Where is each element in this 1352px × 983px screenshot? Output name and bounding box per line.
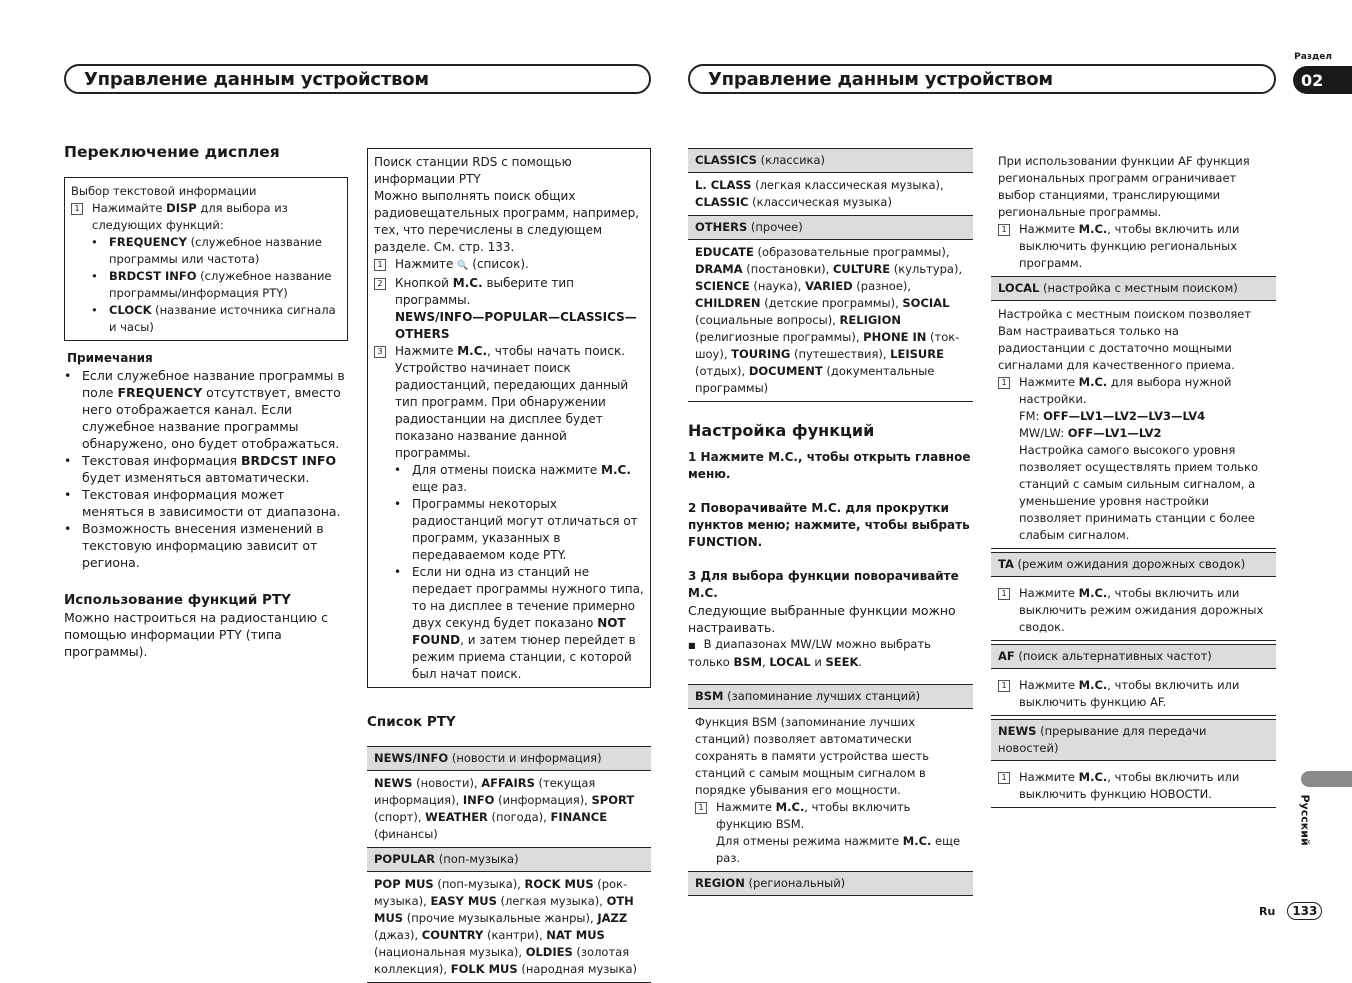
list-item: • CLOCK (название источника сигнала и часы) <box>91 303 336 334</box>
table-body <box>991 761 1276 808</box>
step-1: 1 Нажмите 🔍 (список). <box>374 256 644 275</box>
pty-description: (легкая музыка), <box>496 894 607 908</box>
header-title-right: Управление данным устройством <box>708 68 1053 90</box>
table-header: NEWS (прерывание для передачи новостей) <box>991 720 1276 761</box>
section-label: Раздел <box>1294 52 1332 62</box>
pty-code: WEATHER <box>425 810 488 824</box>
language-label: Русский <box>1298 794 1312 846</box>
pty-table-others <box>688 215 973 402</box>
pty-code: JAZZ <box>597 911 628 925</box>
pty-description: (текущая информация), <box>374 776 596 807</box>
pty-description: (документальные программы) <box>695 364 935 395</box>
note-item: • Текстовая информация BRDCST INFO будет изменяться автоматически. <box>64 453 337 485</box>
local-description: Настройка с местным поиском позволяет Вам настраиваться только на радиостанции с достаточно мощными сигналами для качественного приема. <box>998 307 1252 372</box>
box-title: Поиск станции RDS с помощью информации PTY <box>374 155 572 186</box>
pty-code: COUNTRY <box>421 928 484 942</box>
pty-description: (религиозные программы), <box>695 330 864 344</box>
pty-description: (легкая классическая музыка), <box>751 178 944 192</box>
pty-code: FOLK MUS <box>450 962 518 976</box>
step-number-icon: 1 <box>998 588 1010 600</box>
footer-lang-code: Ru <box>1259 904 1276 918</box>
list-item: • FREQUENCY (служебное название программы или частота) <box>91 235 322 266</box>
pty-description: (постановки), <box>742 262 833 276</box>
page-number: 133 <box>1287 902 1322 920</box>
pty-description: (разное), <box>852 279 912 293</box>
pty-table-news <box>367 746 651 847</box>
pty-description: (новости), <box>412 776 482 790</box>
function-table-bsm <box>688 684 973 871</box>
pty-description: (культура), <box>890 262 963 276</box>
pty-code: SCIENCE <box>695 279 750 293</box>
bullet-icon: • <box>394 497 402 511</box>
function-step-3-text: Следующие выбранные функции можно настраивать. <box>688 603 956 635</box>
notes-title: Примечания <box>67 351 153 365</box>
section-tab <box>1293 66 1352 94</box>
pty-code: AFFAIRS <box>481 776 535 790</box>
column-3 <box>688 148 973 896</box>
pty-description: (наука), <box>749 279 806 293</box>
table-header: AF (поиск альтернативных частот) <box>991 645 1276 669</box>
function-step-3: 3 Для выбора функции поворачивайте M.C. <box>688 569 959 600</box>
pty-code: EASY MUS <box>430 894 497 908</box>
pty-code: LEISURE <box>890 347 944 361</box>
note-item: • Возможность внесения изменений в текстовую информацию зависит от региона. <box>64 521 324 570</box>
pty-search-box <box>367 148 651 688</box>
section-title-pty: Использование функций PTY <box>64 592 291 608</box>
box-title: Выбор текстовой информации <box>71 184 257 198</box>
function-note: ■ В диапазонах MW/LW можно выбрать только BSM, LOCAL и SEEK. <box>688 637 931 669</box>
pty-table-classics <box>688 148 973 215</box>
pty-description: (ток-шоу), <box>695 330 960 361</box>
pty-description: (детские программы), <box>760 296 903 310</box>
pty-code: DRAMA <box>695 262 743 276</box>
table-body <box>367 872 651 983</box>
table-header: LOCAL (настройка с местным поиском) <box>991 277 1276 301</box>
function-table-news <box>991 719 1276 808</box>
pty-description: (национальная музыка), <box>374 945 526 959</box>
bullet-icon: • <box>64 368 72 383</box>
notes-list <box>64 367 348 571</box>
function-table-ta <box>991 552 1276 641</box>
section-title-functions: Настройка функций <box>688 421 875 440</box>
bullet-icon: • <box>64 521 72 536</box>
table-header: TA (режим ожидания дорожных сводок) <box>991 553 1276 577</box>
list-item: • Для отмены поиска нажмите M.C. еще раз. <box>394 463 631 494</box>
bullet-icon: • <box>64 487 72 502</box>
pty-description: (рок-музыка), <box>374 877 628 908</box>
pty-code: ROCK MUS <box>524 877 594 891</box>
step-number-icon: 1 <box>998 224 1010 236</box>
list-item: • BRDCST INFO (служебное название программы/информация PTY) <box>91 269 332 300</box>
pty-description: (путешествия), <box>790 347 891 361</box>
pty-code: EDUCATE <box>695 245 754 259</box>
pty-description: (информация), <box>494 793 592 807</box>
function-table-af <box>991 644 1276 716</box>
note-item: • Если служебное название программы в поле FREQUENCY отсутствует, вместо него отображается канал. Если служебное название программы обнаружено, оно будет отображаться. <box>64 368 345 451</box>
table-header: OTHERS (прочее) <box>688 216 973 240</box>
pty-code: RELIGION <box>839 313 901 327</box>
pty-description: (поп-музыка), <box>433 877 525 891</box>
pty-description: (кантри), <box>483 928 547 942</box>
box-intro: Можно выполнять поиск общих радиовещательных программ, например, тех, что перечислены в следующем разделе. См. стр. 133. <box>374 189 640 254</box>
bullet-icon: • <box>91 303 98 317</box>
function-table-region <box>688 871 973 896</box>
step-number-icon: 2 <box>374 278 386 290</box>
step-1: 1 Нажмите M.C., чтобы включить или выключить функцию региональных программ. <box>998 221 1269 272</box>
bullet-icon: • <box>91 269 98 283</box>
step-number-icon: 1 <box>998 377 1010 389</box>
column-4 <box>991 148 1276 808</box>
page-header-right <box>688 64 1276 94</box>
pty-code: SPORT <box>591 793 635 807</box>
pty-code: CLASSIC <box>695 195 749 209</box>
function-step-1: 1 Нажмите M.C., чтобы открыть главное меню. <box>688 450 971 481</box>
region-body <box>991 148 1276 276</box>
table-header: NEWS/INFO (новости и информация) <box>367 747 651 771</box>
pty-description: (погода), <box>487 810 551 824</box>
pty-table-popular <box>367 847 651 983</box>
list-item: • Программы некоторых радиостанций могут отличаться от программ, указанных в передаваемом коде PTY. <box>394 497 638 562</box>
pty-code: POP MUS <box>374 877 434 891</box>
pty-code: FINANCE <box>550 810 608 824</box>
pty-description: (джаз), <box>374 928 422 942</box>
table-header: BSM (запоминание лучших станций) <box>688 685 973 709</box>
note-item: • Текстовая информация может меняться в зависимости от диапазона. <box>64 487 341 519</box>
pty-code: SOCIAL <box>902 296 950 310</box>
pty-code: DOCUMENT <box>748 364 823 378</box>
step-1: 1 Нажмите M.C., чтобы включить или выключить режим ожидания дорожных сводок. <box>998 585 1269 636</box>
table-body <box>991 669 1276 716</box>
header-title-left: Управление данным устройством <box>84 68 429 90</box>
step-1: 1 Нажмите M.C., чтобы включить функцию BSM. Для отмены режима нажмите M.C. еще раз. <box>695 799 966 867</box>
pty-code: CHILDREN <box>695 296 761 310</box>
region-description: При использовании функции AF функция региональных программ ограничивает выбор станциями, транслирующими региональные программы. <box>998 154 1250 219</box>
column-2 <box>367 148 651 983</box>
pty-code: NEWS <box>374 776 413 790</box>
step-1: 1 Нажмите M.C. для выбора нужной настройки. FM: OFF—LV1—LV2—LV3—LV4 MW/LW: OFF—LV1—LV2 Настройка самого высокого уровня позволяет осуществлять прием только станций с самым сильным сигналом, а уменьшение уровня настройки позволяет принимать станции с более слабым сигналом. <box>998 374 1269 544</box>
pty-description: (финансы) <box>374 827 438 841</box>
table-body <box>688 173 973 215</box>
table-body <box>367 771 651 847</box>
step-text: Нажимайте DISP для выбора из следующих функций: <box>92 201 288 232</box>
table-body <box>991 301 1276 549</box>
list-item: • Если ни одна из станций не передает программы нужного типа, то на дисплее в течение примерно двух секунд будет показано NOT FOUND, и затем тюнер перейдет в режим приема станции, с которой был начат поиск. <box>394 565 644 681</box>
pty-code: VARIED <box>805 279 853 293</box>
step-number-icon: 1 <box>998 680 1010 692</box>
function-table-local <box>991 276 1276 549</box>
table-header: POPULAR (поп-музыка) <box>367 848 651 872</box>
section-number: 02 <box>1301 70 1324 90</box>
pty-code: INFO <box>462 793 495 807</box>
pty-code: CULTURE <box>832 262 891 276</box>
function-step-2: 2 Поворачивайте M.C. для прокрутки пунктов меню; нажмите, чтобы выбрать FUNCTION. <box>688 501 970 549</box>
section-title-pty-list: Список PTY <box>367 714 456 730</box>
pty-description: (классическая музыка) <box>748 195 892 209</box>
pty-code: L. CLASS <box>695 178 752 192</box>
bsm-description: Функция BSM (запоминание лучших станций) позволяет автоматически сохранять в памяти устройства шесть станций с самым мощным сигналом в порядке убывания его мощности. <box>695 715 930 797</box>
pty-description: (отдых), <box>695 364 749 378</box>
pty-description: (образовательные программы), <box>753 245 950 259</box>
language-tab-marker <box>1301 771 1352 787</box>
section-title-display: Переключение дисплея <box>64 143 280 161</box>
step-1: 1 Нажмите M.C., чтобы включить или выключить функцию НОВОСТИ. <box>998 769 1269 803</box>
step-1 <box>71 200 341 234</box>
table-body <box>688 240 973 402</box>
step-number-icon: 1 <box>998 772 1010 784</box>
table-body <box>991 577 1276 641</box>
list-search-icon: 🔍 <box>457 261 469 271</box>
table-body <box>688 709 973 871</box>
pty-description: (золотая коллекция), <box>374 945 630 976</box>
pty-description: Можно настроиться на радиостанцию с помощью информации PTY (типа программы). <box>64 610 328 659</box>
column-1 <box>64 144 348 660</box>
bullet-icon: • <box>394 463 402 477</box>
text-info-box <box>64 177 348 341</box>
step-2: 2 Кнопкой M.C. выберите тип программы. NEWS/INFO—POPULAR—CLASSICS—OTHERS <box>374 275 644 343</box>
page-footer <box>1259 902 1322 920</box>
bullet-icon: • <box>394 565 402 579</box>
pty-description: (спорт), <box>374 810 426 824</box>
pty-code: TOURING <box>731 347 791 361</box>
pty-description: (прочие музыкальные жанры), <box>403 911 598 925</box>
bullet-icon: • <box>64 453 72 468</box>
step-number-icon: 1 <box>374 259 386 271</box>
pty-code: PHONE IN <box>863 330 927 344</box>
step-number-icon: 3 <box>374 346 386 358</box>
square-bullet-icon: ■ <box>688 641 696 650</box>
step-number-icon: 1 <box>695 802 707 814</box>
page-header-left <box>64 64 651 94</box>
pty-description: (социальные вопросы), <box>695 313 840 327</box>
table-header: CLASSICS (классика) <box>688 149 973 173</box>
table-header: REGION (региональный) <box>688 872 973 896</box>
pty-code: OTH MUS <box>374 894 634 925</box>
bullet-icon: • <box>91 235 98 249</box>
step-3: 3 Нажмите M.C., чтобы начать поиск. Устройство начинает поиск радиостанций, передающих данный тип программ. При обнаружении радиостанции на дисплее будет показано название данной программы. <box>374 343 644 462</box>
step-1: 1 Нажмите M.C., чтобы включить или выключить функцию AF. <box>998 677 1269 711</box>
pty-description: (народная музыка) <box>517 962 637 976</box>
pty-code: NAT MUS <box>546 928 605 942</box>
pty-code: OLDIES <box>525 945 573 959</box>
step-number-icon: 1 <box>71 203 83 215</box>
